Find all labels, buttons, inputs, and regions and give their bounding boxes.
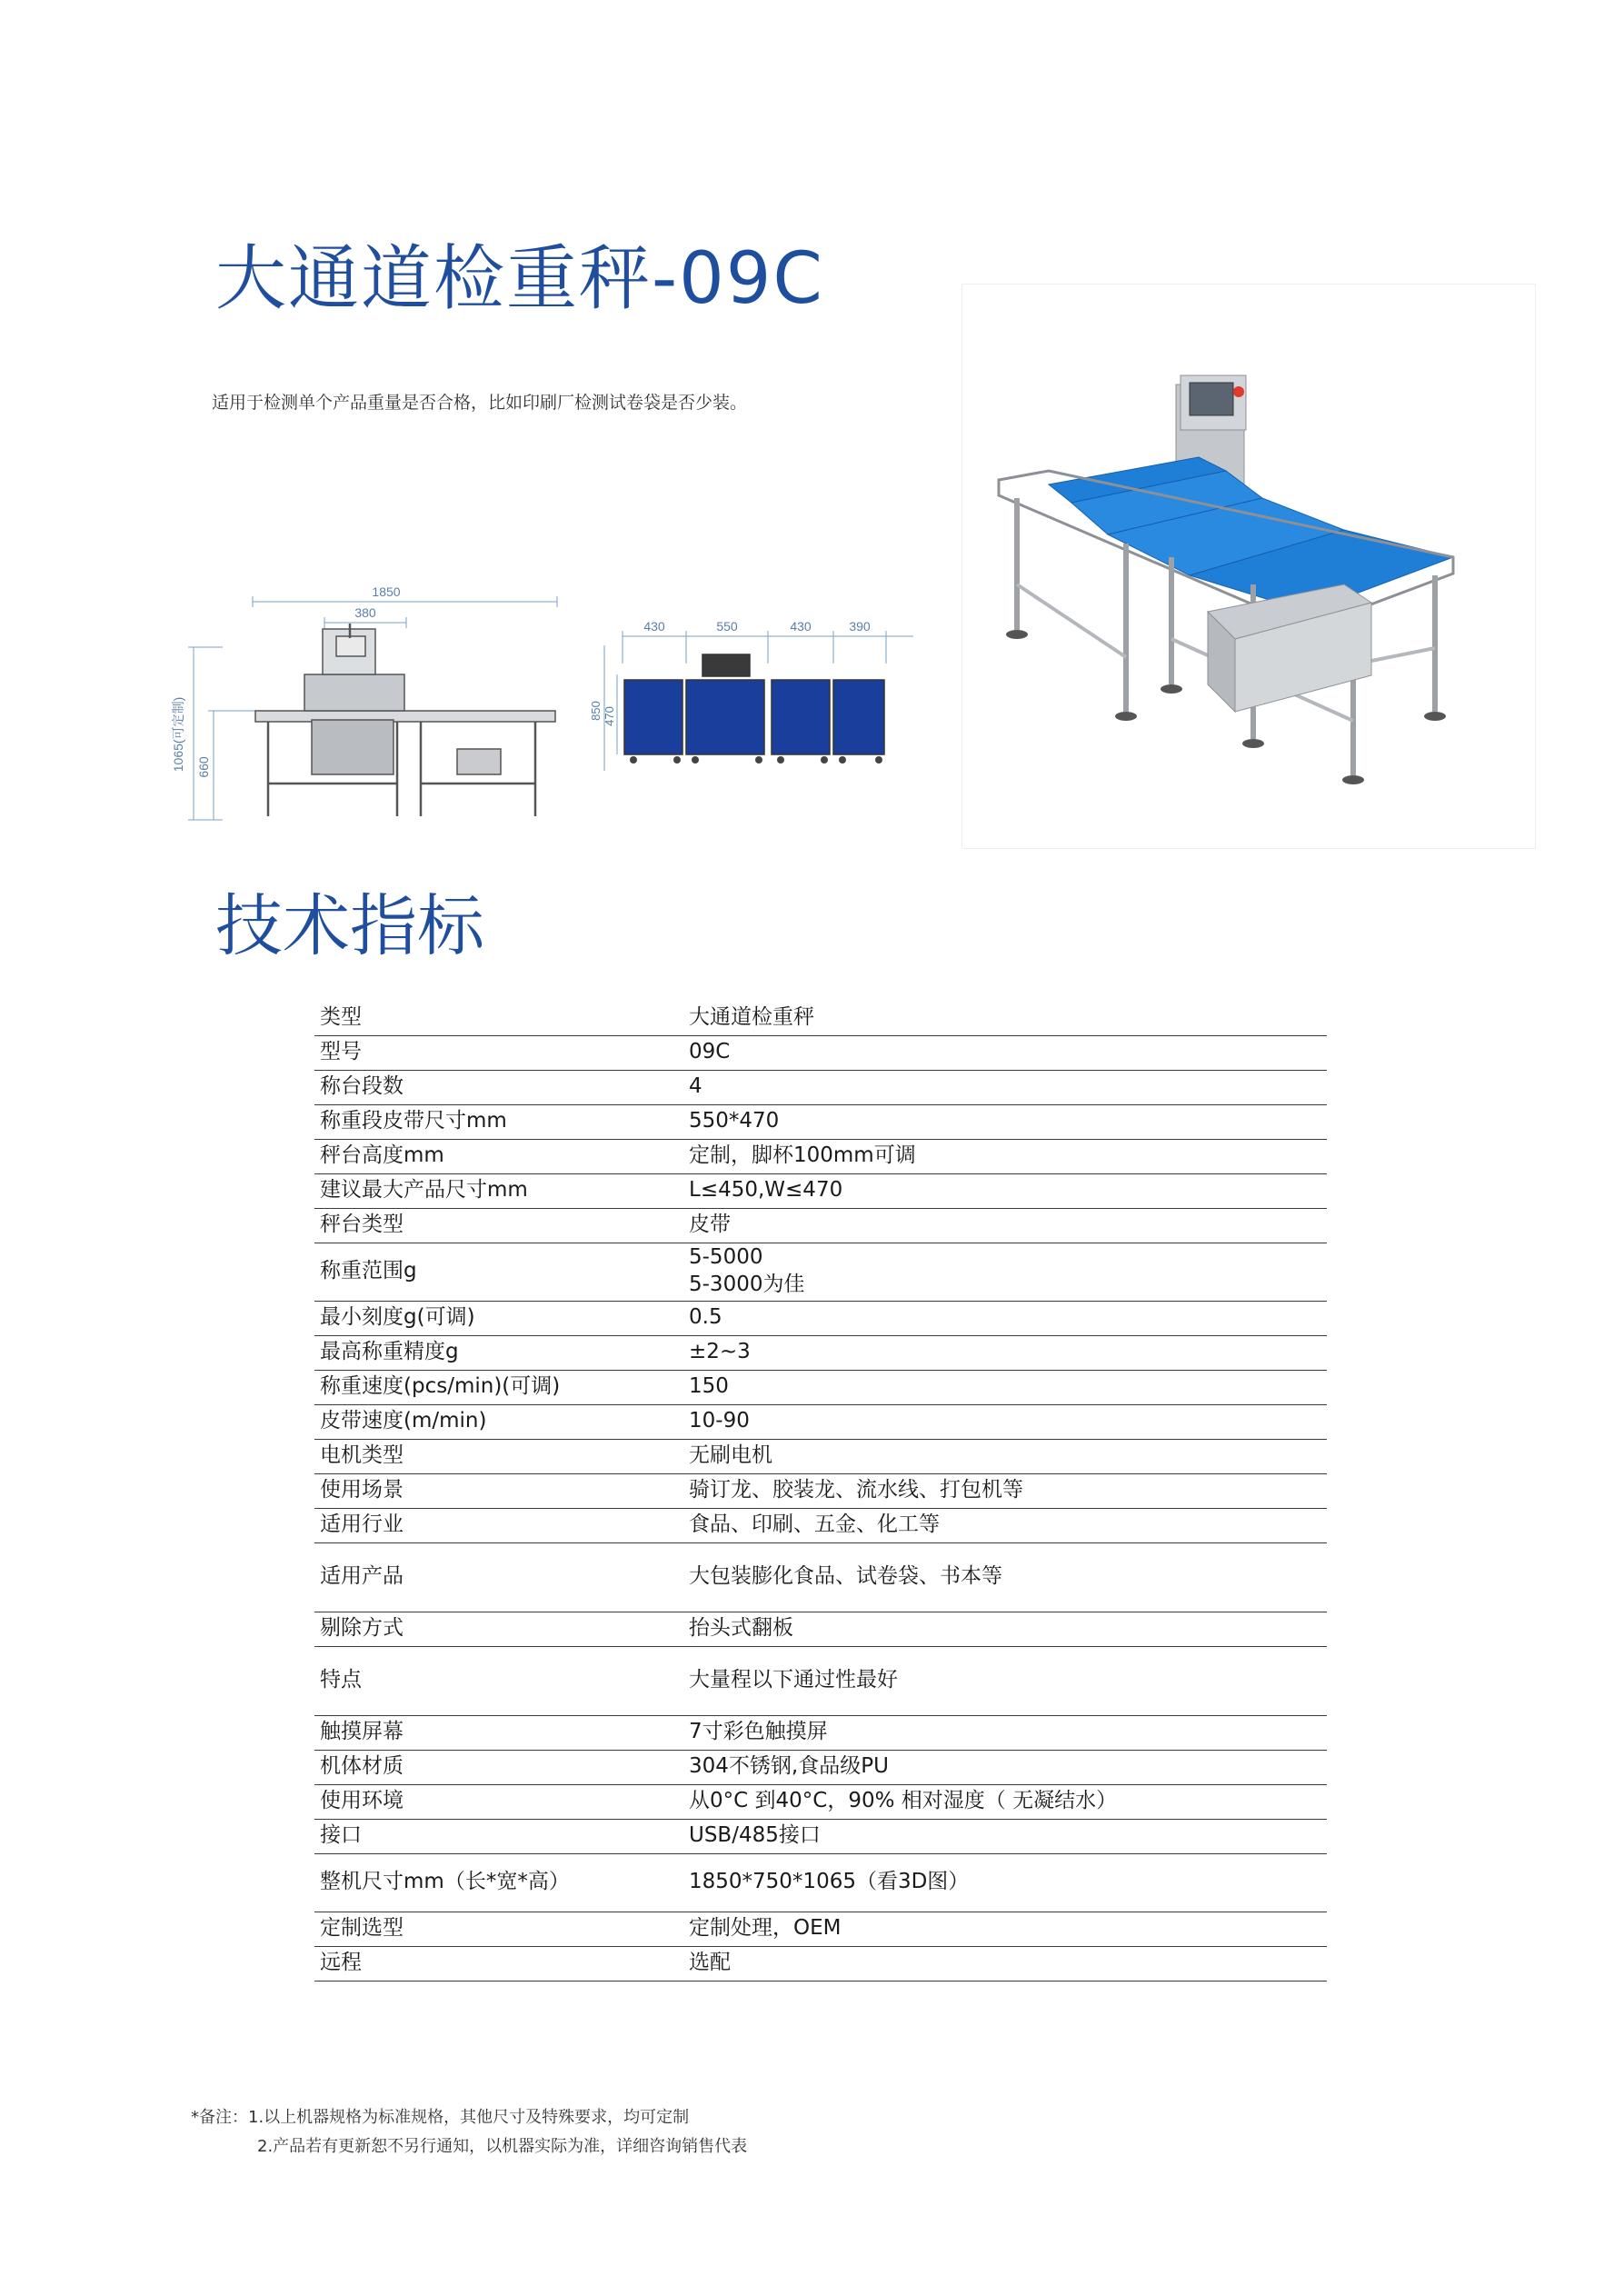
spec-value: 150 [689,1374,729,1399]
table-row [314,1035,1327,1070]
spec-value: 5-5000 5-3000为佳 [689,1245,805,1296]
spec-value: 从0°C 到40°C，90% 相对湿度（ 无凝结水） [689,1789,1118,1813]
spec-value: 皮带 [689,1213,731,1237]
dim-seg-1: 430 [643,619,665,634]
dim-height-inner: 470 [603,706,616,726]
spec-key: 机体材质 [320,1754,404,1779]
spec-key: 最高称重精度g [320,1340,459,1364]
spec-key: 类型 [320,1004,362,1029]
product-photo [961,284,1536,849]
table-row [314,1473,1327,1508]
product-subtitle: 适用于检测单个产品重量是否合格，比如印刷厂检测试卷袋是否少装。 [212,393,748,413]
dim-seg-3: 430 [790,619,812,634]
spec-table [314,1001,1327,1982]
spec-key: 触摸屏幕 [320,1720,404,1744]
table-row [314,1715,1327,1750]
spec-value: 定制处理，OEM [689,1916,842,1941]
spec-value: 骑订龙、胶装龙、流水线、打包机等 [689,1478,1023,1502]
top-view-drawing [586,609,922,791]
table-row [314,1912,1327,1946]
dim-seg-2: 550 [716,619,738,634]
table-row [314,1750,1327,1784]
table-row [314,1819,1327,1853]
spec-value: 4 [689,1074,702,1099]
spec-key: 使用场景 [320,1478,404,1502]
section-title: 技术指标 [215,887,484,965]
product-title: 大通道检重秤-09C [215,238,824,320]
spec-value: 食品、印刷、五金、化工等 [689,1512,940,1537]
notes [191,2103,747,2161]
dim-scale-length: 380 [354,605,376,620]
dim-total-length: 1850 [372,584,401,599]
spec-value: 定制，脚杯100mm可调 [689,1143,916,1168]
spec-key: 电机类型 [320,1443,404,1468]
table-row [314,1784,1327,1819]
spec-value: 1850*750*1065（看3D图） [689,1870,970,1894]
table-row [314,1301,1327,1335]
spec-key: 适用行业 [320,1512,404,1537]
dim-seg-4: 390 [849,619,871,634]
spec-key: 最小刻度g(可调) [320,1305,475,1330]
spec-key: 称台段数 [320,1074,404,1099]
spec-value: ±2~3 [689,1340,751,1364]
spec-value: 大量程以下通过性最好 [689,1668,898,1692]
spec-key: 称重段皮带尺寸mm [320,1109,507,1133]
spec-key: 定制选型 [320,1916,404,1941]
spec-key: 建议最大产品尺寸mm [320,1178,528,1203]
spec-key: 称重速度(pcs/min)(可调) [320,1374,561,1399]
dim-height-platform: 660 [196,756,211,778]
table-row [314,1208,1327,1243]
spec-key: 型号 [320,1040,362,1064]
spec-key: 使用环境 [320,1789,404,1813]
spec-value: 09C [689,1040,731,1064]
dim-height-outer: 850 [589,701,603,721]
table-row [314,1173,1327,1208]
table-row [314,1439,1327,1473]
table-row [314,1001,1327,1035]
spec-key: 剔除方式 [320,1616,404,1641]
table-row [314,1612,1327,1646]
spec-value: 7寸彩色触摸屏 [689,1720,828,1744]
spec-value: 大包装膨化食品、试卷袋、书本等 [689,1564,1002,1589]
table-row [314,1104,1327,1139]
spec-key: 接口 [320,1823,362,1848]
spec-key: 特点 [320,1668,362,1692]
spec-key: 适用产品 [320,1564,404,1589]
spec-value: 选配 [689,1951,731,1975]
table-row [314,1508,1327,1542]
note-line-2: 2.产品若有更新恕不另行通知，以机器实际为准，详细咨询销售代表 [257,2137,748,2156]
dim-height-total: 1065(可定制) [171,696,185,773]
note-line-1: *备注：1.以上机器规格为标准规格，其他尺寸及特殊要求，均可定制 [191,2108,690,2127]
table-row [314,1139,1327,1173]
spec-value: L≤450,W≤470 [689,1178,843,1203]
table-row [314,1370,1327,1404]
table-row [314,1853,1327,1912]
spec-value: 10-90 [689,1409,750,1433]
spec-key: 秤台高度mm [320,1143,444,1168]
spec-key: 皮带速度(m/min) [320,1409,487,1433]
spec-value: USB/485接口 [689,1823,821,1848]
table-row [314,1542,1327,1612]
table-row [314,1646,1327,1715]
spec-key: 称重范围g [320,1259,417,1283]
spec-value: 550*470 [689,1109,780,1133]
spec-value: 大通道检重秤 [689,1004,814,1029]
spec-value: 无刷电机 [689,1443,772,1468]
spec-key: 远程 [320,1951,362,1975]
spec-value: 304不锈钢,食品级PU [689,1754,889,1779]
spec-key: 整机尺寸mm（长*宽*高） [320,1870,570,1894]
table-row [314,1335,1327,1370]
spec-value: 抬头式翻板 [689,1616,793,1641]
table-row [314,1404,1327,1439]
table-row [314,1243,1327,1301]
table-row [314,1946,1327,1981]
side-view-drawing [168,574,568,838]
spec-value: 0.5 [689,1305,722,1330]
table-row [314,1070,1327,1104]
spec-key: 秤台类型 [320,1213,404,1237]
